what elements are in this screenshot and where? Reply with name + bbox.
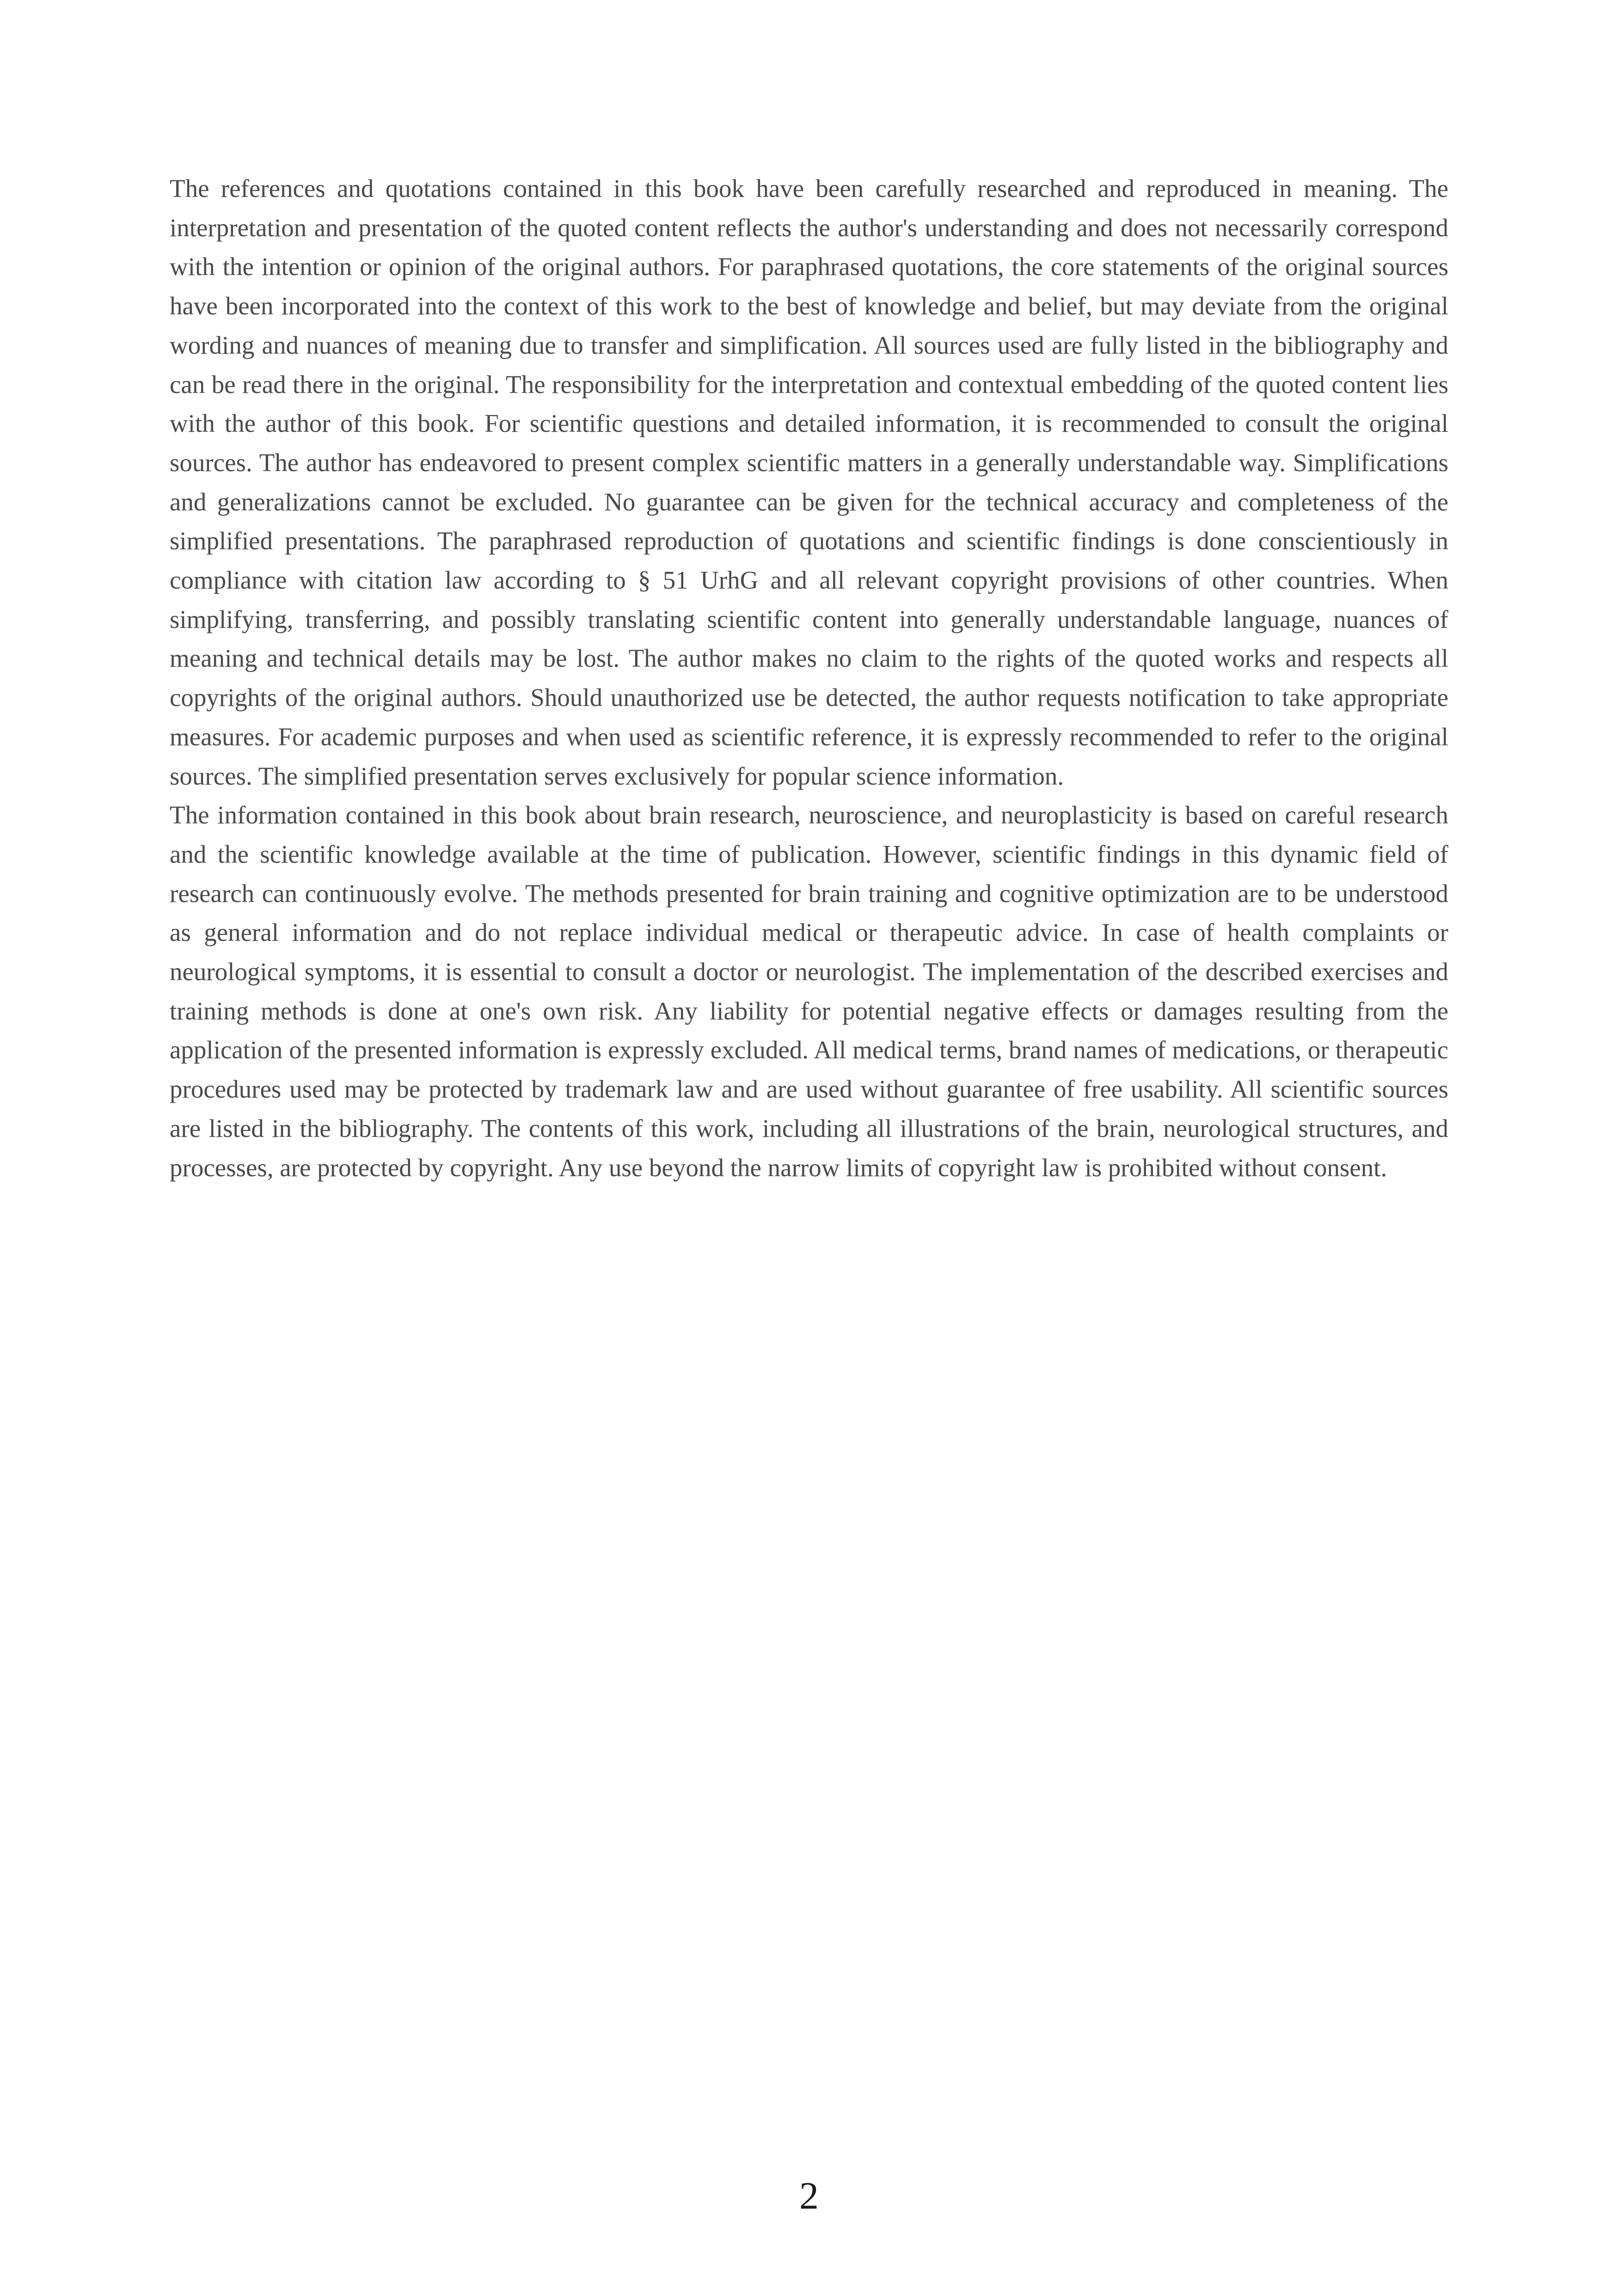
page-number: 2 bbox=[799, 2174, 819, 2217]
disclaimer-paragraph-references: The references and quotations contained in this book have been carefully researched and reproduced in meaning. The interpretation and presentation of the quoted content reflects the author's understanding and does not necessarily correspond with the intention or opinion of the original authors. For paraphrased quotations, the core statements of the original sources have been incorporated into the context of this work to the best of knowledge and belief, but may deviate from the original wording and nuances of meaning due to transfer and simplification. All sources used are fully listed in the bibliography and can be read there in the original. The responsibility for the interpretation and contextual embedding of the quoted content lies with the author of this book. For scientific questions and detailed information, it is recommended to consult the original sources. The author has endeavored to present complex scientific matters in a generally understandable way. Simplifications and generalizations cannot be excluded. No guarantee can be given for the technical accuracy and completeness of the simplified presentations. The paraphrased reproduction of quotations and scientific findings is done conscientiously in compliance with citation law according to § 51 UrhG and all relevant copyright provisions of other countries. When simplifying, transferring, and possibly translating scientific content into generally understandable language, nuances of meaning and technical details may be lost. The author makes no claim to the rights of the quoted works and respects all copyrights of the original authors. Should unauthorized use be detected, the author requests notification to take appropriate measures. For academic purposes and when used as scientific reference, it is expressly recommended to refer to the original sources. The simplified presentation serves exclusively for popular science information. bbox=[170, 174, 1448, 790]
disclaimer-paragraph-liability: The information contained in this book about brain research, neuroscience, and neuroplasticity is based on careful research and the scientific knowledge available at the time of publication. However, scientific findings in this dynamic field of research can continuously evolve. The methods presented for brain training and cognitive optimization are to be understood as general information and do not replace individual medical or therapeutic advice. In case of health complaints or neurological symptoms, it is essential to consult a doctor or neurologist. The implementation of the described exercises and training methods is done at one's own risk. Any liability for potential negative effects or damages resulting from the application of the presented information is expressly excluded. All medical terms, brand names of medications, or therapeutic procedures used may be protected by trademark law and are used without guarantee of free usability. All scientific sources are listed in the bibliography. The contents of this work, including all illustrations of the brain, neurological structures, and processes, are protected by copyright. Any use beyond the narrow limits of copyright law is prohibited without consent. bbox=[170, 801, 1448, 1182]
disclaimer-text bbox=[170, 169, 1448, 1187]
